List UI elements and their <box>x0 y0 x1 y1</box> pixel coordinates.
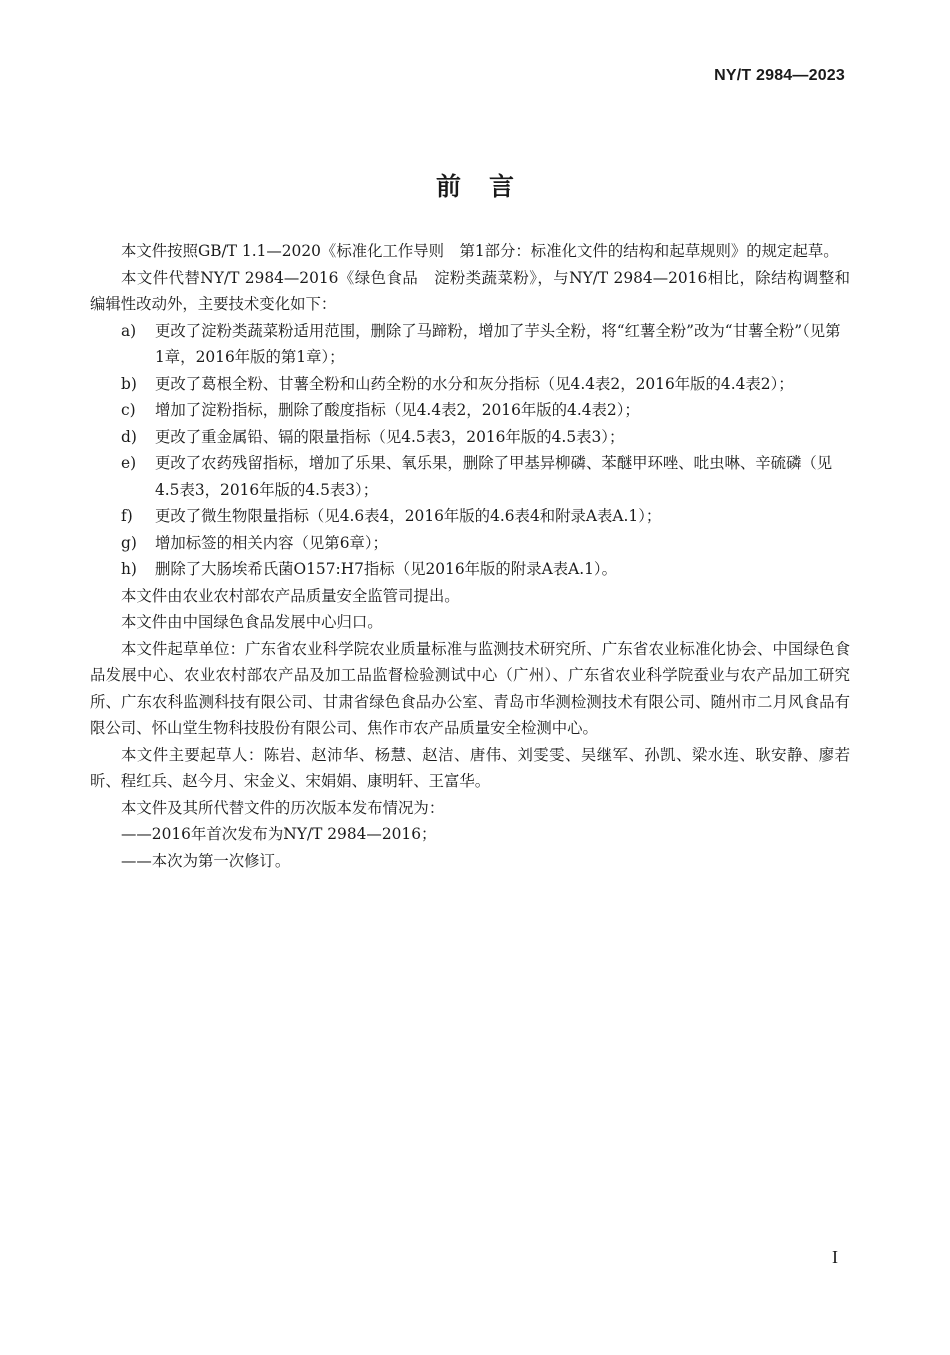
list-item-text: 更改了葛根全粉、甘薯全粉和山药全粉的水分和灰分指标（见4.4表2，2016年版的4.4表2）； <box>155 374 794 393</box>
list-item <box>90 424 850 451</box>
paragraph-replaces: 本文件代替NY/T 2984—2016《绿色食品 淀粉类蔬菜粉》，与NY/T 2984—2016相比，除结构调整和编辑性改动外，主要技术变化如下： <box>90 268 850 313</box>
list-item-text: 增加了淀粉指标，删除了酸度指标（见4.4表2，2016年版的4.4表2）； <box>155 401 640 419</box>
list-item <box>90 397 850 424</box>
paragraph-history-intro: 本文件及其所代替文件的历次版本发布情况为： <box>121 798 445 817</box>
list-marker: h) <box>121 560 137 578</box>
list-item-text: 更改了微生物限量指标（见4.6表4，2016年版的4.6表4和附录A表A.1）； <box>155 507 662 525</box>
list-marker: c) <box>121 401 136 419</box>
paragraph-drafting-units: 本文件起草单位：广东省农业科学院农业质量标准与监测技术研究所、广东省农业标准化协会、中国绿色食品发展中心、农业农村部农产品及加工品监督检验测试中心（广州）、广东省农业科学院蚕业与农产品加工研究所、广东农科监测科技有限公司、甘肃省绿色食品办公室、青岛市华测检测技术有限公司、随州市二月风食品有限公司、怀山堂生物科技股份有限公司、焦作市农产品质量安全检测中心。 <box>90 639 850 737</box>
list-item-text: 更改了重金属铅、镉的限量指标（见4.5表3，2016年版的4.5表3）； <box>155 427 625 446</box>
list-item-text: 删除了大肠埃希氏菌O157:H7指标（见2016年版的附录A表A.1）。 <box>155 560 617 578</box>
list-item <box>90 530 850 557</box>
history-item: ——本次为第一次修订。 <box>121 851 291 870</box>
paragraph-drafters: 本文件主要起草人：陈岩、赵沛华、杨慧、赵洁、唐伟、刘雯雯、吴继军、孙凯、梁水连、耿安静、廖若昕、程红兵、赵今月、宋金义、宋娟娟、康明轩、王富华。 <box>90 745 850 790</box>
list-item <box>90 503 850 530</box>
paragraph-centralized-by: 本文件由中国绿色食品发展中心归口。 <box>121 613 383 631</box>
foreword-body <box>90 238 850 874</box>
list-item-text: 更改了农药残留指标，增加了乐果、氧乐果，删除了甲基异柳磷、苯醚甲环唑、吡虫啉、辛硫磷（见4.5表3，2016年版的4.5表3）； <box>155 454 833 499</box>
list-item <box>90 371 850 398</box>
list-marker: b) <box>121 374 137 393</box>
list-item <box>90 318 850 371</box>
list-marker: g) <box>121 533 137 552</box>
changes-list <box>90 318 850 583</box>
page-title: 前言 <box>435 172 542 201</box>
list-item <box>90 556 850 583</box>
list-marker: a) <box>121 321 137 340</box>
list-marker: e) <box>121 454 137 472</box>
paragraph-proposed-by: 本文件由农业农村部农产品质量安全监管司提出。 <box>121 586 460 605</box>
history-item: ——2016年首次发布为NY/T 2984—2016； <box>121 825 437 843</box>
page-number: I <box>832 1247 838 1267</box>
list-item-text: 更改了淀粉类蔬菜粉适用范围，删除了马蹄粉，增加了芋头全粉，将“红薯全粉”改为“甘薯全粉”（见第1章，2016年版的第1章）； <box>155 321 841 366</box>
paragraph-drafting-rules: 本文件按照GB/T 1.1—2020《标准化工作导则 第1部分：标准化文件的结构和起草规则》的规定起草。 <box>121 242 839 260</box>
document-code: NY/T 2984—2023 <box>714 67 845 84</box>
list-item-text: 增加标签的相关内容（见第6章）； <box>155 533 388 552</box>
list-item <box>90 450 850 503</box>
list-marker: f) <box>121 507 133 525</box>
list-marker: d) <box>121 427 137 446</box>
